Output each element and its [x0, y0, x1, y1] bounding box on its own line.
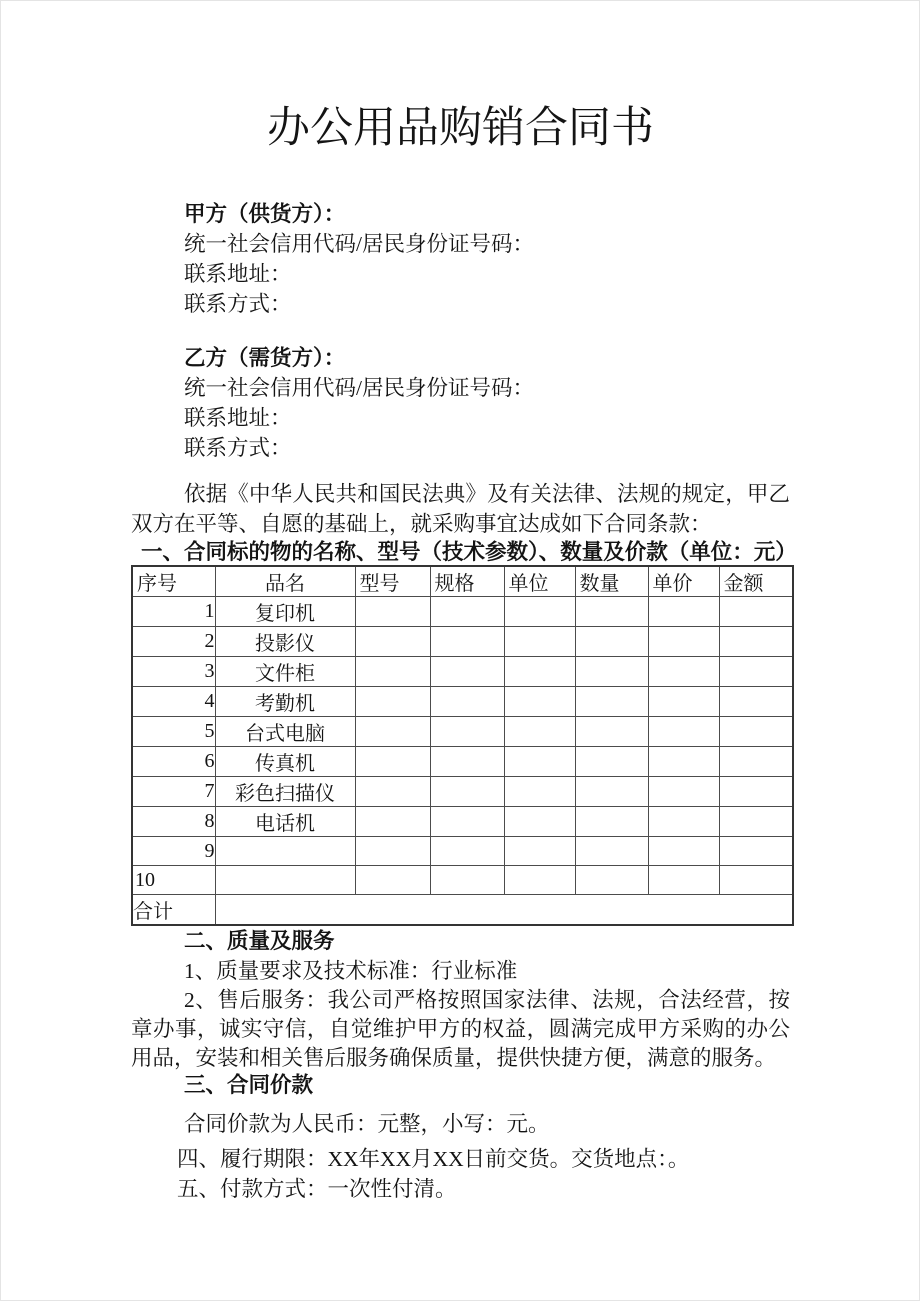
spec-cell: [430, 627, 504, 657]
amount-cell: [719, 627, 793, 657]
party-a-contact-line: 联系方式：: [184, 292, 292, 316]
unit-cell: [504, 627, 575, 657]
unit-cell: [504, 687, 575, 717]
party-b-block: [131, 343, 790, 463]
item-name-cell: [215, 866, 355, 895]
item-name-cell: 文件柜: [215, 657, 355, 687]
column-header: 金额: [719, 566, 793, 597]
party-b-contact-line: 联系方式：: [184, 436, 292, 460]
amount-cell: [719, 657, 793, 687]
item-name-cell: 考勤机: [215, 687, 355, 717]
spec-cell: [430, 687, 504, 717]
table-row: [132, 657, 793, 687]
table-row: [132, 777, 793, 807]
table-row: [132, 597, 793, 627]
price-cell: [648, 717, 719, 747]
unit-cell: [504, 717, 575, 747]
unit-cell: [504, 807, 575, 837]
goods-table-body: [132, 597, 793, 926]
amount-cell: [719, 777, 793, 807]
table-row: [132, 627, 793, 657]
total-row: [132, 895, 793, 926]
model-cell: [355, 627, 430, 657]
spec-cell: [430, 717, 504, 747]
intro-paragraph: 依据《中华人民共和国民法典》及有关法律、法规的规定，甲乙双方在平等、自愿的基础上，就采购事宜达成如下合同条款：: [131, 482, 790, 536]
serial-cell: 5: [132, 717, 215, 747]
section1-heading: 一、合同标的物的名称、型号（技术参数）、数量及价款（单位：元）: [141, 540, 797, 564]
unit-cell: [504, 777, 575, 807]
model-cell: [355, 747, 430, 777]
goods-table: [131, 565, 794, 926]
column-header: 序号: [132, 566, 215, 597]
section3-heading: 三、合同价款: [184, 1073, 314, 1097]
total-label-cell: 合计: [132, 895, 215, 926]
qty-cell: [575, 837, 648, 866]
document-title: 办公用品购销合同书: [267, 105, 654, 152]
spec-cell: [430, 597, 504, 627]
serial-cell: 7: [132, 777, 215, 807]
amount-cell: [719, 807, 793, 837]
column-header: 品名: [215, 566, 355, 597]
qty-cell: [575, 866, 648, 895]
quality-standard-line: 1、质量要求及技术标准：行业标准: [184, 959, 518, 983]
party-a-heading: 甲方（供货方）：: [184, 202, 346, 226]
model-cell: [355, 807, 430, 837]
amount-cell: [719, 837, 793, 866]
table-row: [132, 807, 793, 837]
item-name-cell: [215, 837, 355, 866]
serial-cell: 6: [132, 747, 215, 777]
price-cell: [648, 597, 719, 627]
table-row: [132, 747, 793, 777]
price-cell: [648, 627, 719, 657]
price-cell: [648, 657, 719, 687]
model-cell: [355, 717, 430, 747]
unit-cell: [504, 597, 575, 627]
table-row: [132, 717, 793, 747]
serial-cell: 1: [132, 597, 215, 627]
serial-cell: 4: [132, 687, 215, 717]
model-cell: [355, 687, 430, 717]
qty-cell: [575, 597, 648, 627]
item-name-cell: 台式电脑: [215, 717, 355, 747]
section2-heading: 二、质量及服务: [184, 929, 335, 953]
column-header: 规格: [430, 566, 504, 597]
table-row: [132, 837, 793, 866]
model-cell: [355, 866, 430, 895]
column-header: 单位: [504, 566, 575, 597]
column-header: 数量: [575, 566, 648, 597]
party-b-heading: 乙方（需货方）：: [184, 346, 346, 370]
serial-cell: 3: [132, 657, 215, 687]
qty-cell: [575, 657, 648, 687]
amount-cell: [719, 687, 793, 717]
goods-table-header-row: [132, 566, 793, 597]
amount-cell: [719, 717, 793, 747]
column-header: 型号: [355, 566, 430, 597]
column-header: 单价: [648, 566, 719, 597]
model-cell: [355, 657, 430, 687]
qty-cell: [575, 687, 648, 717]
contract-price-line: 合同价款为人民币：元整，小写：元。: [184, 1112, 550, 1136]
spec-cell: [430, 807, 504, 837]
party-a-address-line: 联系地址：: [184, 262, 292, 286]
unit-cell: [504, 657, 575, 687]
item-name-cell: 复印机: [215, 597, 355, 627]
payment-method-line: 五、付款方式：一次性付清。: [177, 1177, 457, 1201]
after-sales-paragraph: 2、售后服务：我公司严格按照国家法律、法规，合法经营，按章办事，诚实守信，自觉维护甲方的权益，圆满完成甲方采购的办公用品，安装和相关售后服务确保质量，提供快捷方便，满意的服务。: [131, 988, 790, 1070]
unit-cell: [504, 866, 575, 895]
serial-cell: 10: [132, 866, 215, 895]
party-b-address-line: 联系地址：: [184, 406, 292, 430]
table-row: [132, 866, 793, 895]
price-cell: [648, 747, 719, 777]
price-cell: [648, 866, 719, 895]
item-name-cell: 彩色扫描仪: [215, 777, 355, 807]
amount-cell: [719, 747, 793, 777]
serial-cell: 9: [132, 837, 215, 866]
price-cell: [648, 687, 719, 717]
price-cell: [648, 837, 719, 866]
table-row: [132, 687, 793, 717]
spec-cell: [430, 777, 504, 807]
model-cell: [355, 597, 430, 627]
serial-cell: 2: [132, 627, 215, 657]
amount-cell: [719, 866, 793, 895]
price-cell: [648, 807, 719, 837]
item-name-cell: 传真机: [215, 747, 355, 777]
model-cell: [355, 777, 430, 807]
total-value-cell: [215, 895, 793, 926]
spec-cell: [430, 747, 504, 777]
price-cell: [648, 777, 719, 807]
item-name-cell: 投影仪: [215, 627, 355, 657]
unit-cell: [504, 747, 575, 777]
item-name-cell: 电话机: [215, 807, 355, 837]
delivery-term-line: 四、履行期限：XX年XX月XX日前交货。交货地点：。: [177, 1147, 690, 1171]
qty-cell: [575, 807, 648, 837]
unit-cell: [504, 837, 575, 866]
serial-cell: 8: [132, 807, 215, 837]
qty-cell: [575, 777, 648, 807]
spec-cell: [430, 837, 504, 866]
qty-cell: [575, 627, 648, 657]
party-a-credit-code-line: 统一社会信用代码/居民身份证号码：: [184, 232, 534, 256]
party-a-block: [131, 199, 790, 319]
model-cell: [355, 837, 430, 866]
party-b-credit-code-line: 统一社会信用代码/居民身份证号码：: [184, 376, 534, 400]
qty-cell: [575, 717, 648, 747]
spec-cell: [430, 866, 504, 895]
qty-cell: [575, 747, 648, 777]
amount-cell: [719, 597, 793, 627]
spec-cell: [430, 657, 504, 687]
